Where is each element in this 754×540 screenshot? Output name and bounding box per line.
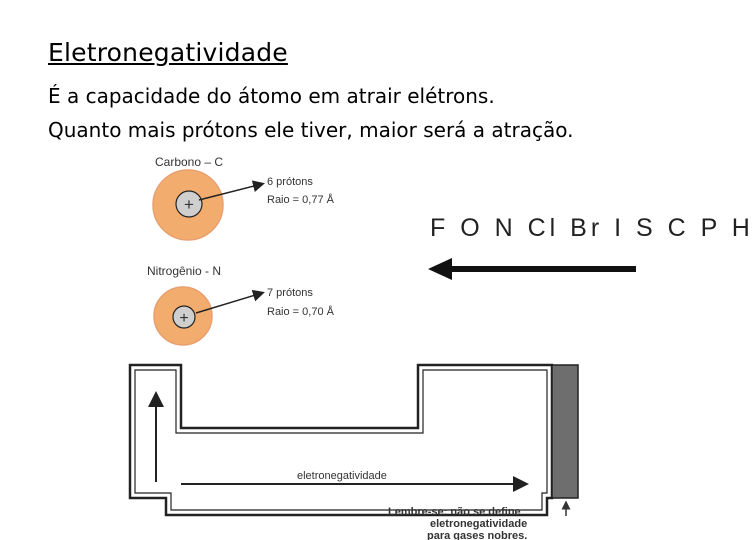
- carbon-nucleus-sign: +: [184, 195, 194, 214]
- carbon-label: Carbono – C: [155, 155, 224, 169]
- nitrogen-radius: Raio = 0,70 Å: [267, 306, 334, 318]
- definition-text: É a capacidade do átomo em atrair elétrons.: [48, 84, 495, 108]
- note-line-3: para gases nobres.: [427, 530, 528, 540]
- nitrogen-protons: 7 prótons: [267, 287, 313, 299]
- periodic-table-outline: [130, 365, 578, 515]
- slide-title: Eletronegatividade: [48, 38, 288, 67]
- noble-gases-column: [552, 365, 578, 498]
- table-arrow-label: eletronegatividade: [297, 470, 387, 482]
- nitrogen-nucleus-sign: +: [179, 310, 189, 327]
- nitrogen-atom: [147, 264, 335, 345]
- carbon-atom: [153, 155, 335, 240]
- carbon-protons: 6 prótons: [267, 176, 313, 188]
- noble-gas-note: [388, 506, 527, 540]
- note-line-1: Lembre-se: não se define: [388, 506, 521, 518]
- explanation-text: Quanto mais prótons ele tiver, maior será a atração.: [48, 118, 574, 142]
- series-direction-arrow: [428, 258, 636, 280]
- note-line-2: eletronegatividade: [430, 518, 528, 530]
- carbon-radius: Raio = 0,77 Å: [267, 194, 334, 206]
- nitrogen-label: Nitrogênio - N: [147, 264, 222, 278]
- electronegativity-series: F O N Cl Br I S C P H: [430, 214, 754, 242]
